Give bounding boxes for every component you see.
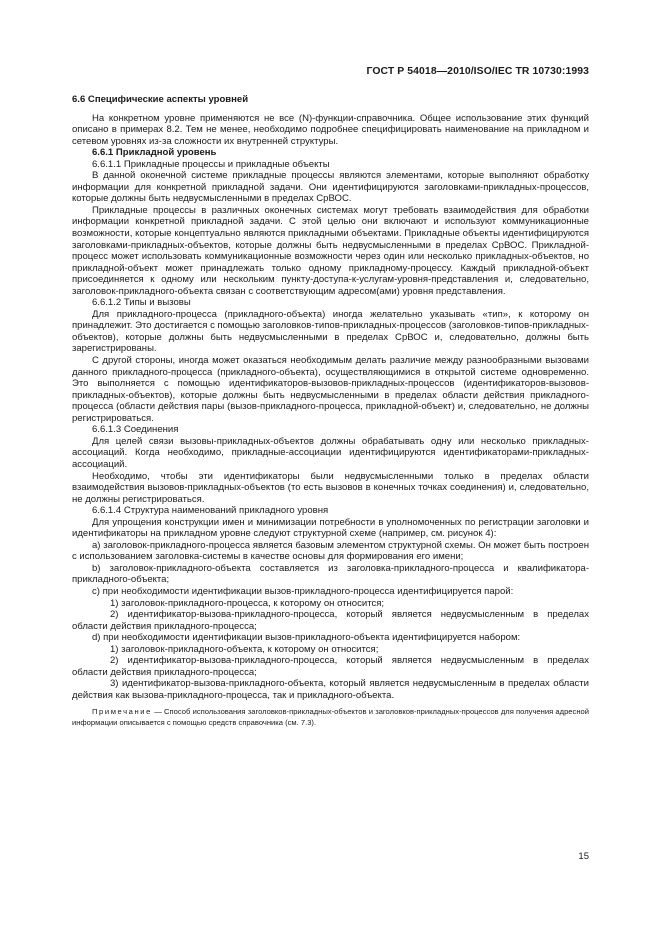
subsection-heading: 6.6.1 Прикладной уровень [92,147,217,159]
note [72,707,589,728]
list-item: с) при необходимости идентификации вызов-прикладного-процесса идентифицируется парой: [92,585,514,597]
clause-title: 6.6.1.4 Структура наименований прикладного уровня [92,505,329,517]
list-subitem: 1) заголовок-прикладного-процесса, к которому он относится; [110,597,385,609]
paragraph: Для упрощения конструкции имен и минимизации потребности в уполномоченных по регистрации заголовки и идентификаторы на прикладном уровне следуют структурной схеме (например, см. рисунок 4): [72,516,589,540]
list-subitem: 2) идентификатор-вызова-прикладного-процесса, который является недвусмысленным в пределах области действия прикладного-процесса; [72,655,589,678]
document-header: ГОСТ Р 54018—2010/ISO/IEC TR 10730:1993 [366,66,589,77]
paragraph: В данной оконечной системе прикладные процессы являются элементами, которые выполняют обработку информации для конкретной прикладной задачи. Они идентифицируются заголовками-прикладных-процессов, которые должны быть недвусмысленными в пределах СрВОС. [72,170,589,205]
note-text: — Способ использования заголовков-прикладных-объектов и заголовков-прикладных-процессов для получения адресной информации описывается с помощью средств справочника (см. 7.3). [72,707,589,727]
paragraph: Для прикладного-процесса (прикладного-объекта) иногда желательно указывать «тип», к которому он принадлежит. Это достигается с помощью заголовков-типов-прикладных-процессов (заголовков-типов-прикладных-объектов), которые должны быть недвусмысленными в пределах СрВОС и, следовательно, должны быть зарегистрированы. [72,308,589,355]
paragraph: Для целей связи вызовы-прикладных-объектов должны обрабатывать одну или несколько прикладных-ассоциаций. Когда необходимо, прикладные-ассоциации идентифицируются идентификаторами-прикладных-ассоциаций. [72,435,589,470]
clause-title: 6.6.1.2 Типы и вызовы [92,297,191,309]
clause-title: 6.6.1.1 Прикладные процессы и прикладные объекты [92,158,330,170]
list-subitem: 1) заголовок-прикладного-объекта, к которому он относится; [110,643,379,655]
list-subitem: 2) идентификатор-вызова-прикладного-процесса, который является недвусмысленным в пределах области действия прикладного-процесса; [72,609,589,632]
paragraph: Необходимо, чтобы эти идентификаторы были недвусмысленными только в пределах области взаимодействия вызовов-прикладных-объектов (то есть вызовов в конечных точках соединения) и, следовательно, не должны регистрироваться. [72,470,589,505]
list-subitem: 3) идентификатор-вызова-прикладного-объекта, который является недвусмысленным в пределах области действия как вызова-прикладного-процесса, так и прикладного-объекта. [72,678,589,701]
list-item: b) заголовок-прикладного-объекта составляется из заголовка-прикладного-процесса и квалификатора-прикладного-объекта; [72,562,589,586]
document-body [72,94,589,728]
list-item: d) при необходимости идентификации вызов-прикладного-объекта идентифицируется набором: [92,632,521,644]
note-label: Примечание [92,707,152,717]
page-number: 15 [578,851,589,862]
paragraph: С другой стороны, иногда может оказаться необходимым делать различие между разнообразными вызовами данного прикладного-процесса (прикладного-объекта), осуществляющимися в открытой системе одновременно. Это выполняется с помощью идентификаторов-вызовов-прикладных-процессов (идентификаторов-вызовов-прикладных-объектов), которые должны быть недвусмысленными в пределах области действия прикладного-процесса (области действия пары (вызов-прикладного-процесса, прикладной-объект) и, следовательно, не должны регистрироваться. [72,355,589,424]
list-item: а) заголовок-прикладного-процесса является базовым элементом структурной схемы. Он может быть построен с использованием заголовка-системы в качестве основы для формирования его имени; [72,539,589,563]
paragraph: На конкретном уровне применяются не все (N)-функции-справочника. Общее использование этих функций описано в примерах 8.2. Тем не менее, необходимо подробнее специфицировать наименование на прикладном и сетевом уровнях из-за сложности их внутренней структуры. [72,112,589,147]
section-heading: 6.6 Специфические аспекты уровней [72,94,249,105]
clause-title: 6.6.1.3 Соединения [92,424,179,436]
paragraph: Прикладные процессы в различных оконечных системах могут требовать взаимодействия для обработки информации конкретной прикладной задачи. С этой целью они включают и используют коммуникационные возможности, которые концептуально являются прикладными объектами. Прикладные объекты идентифицируются заголовками-прикладных-объектов, которые должны быть недвусмысленными в пределах СрВОС. Прикладной-процесс может использовать коммуникационные возможности через один или несколько прикладных-объектов, но прикладной-объект может принадлежать только одному прикладному-процессу. Каждый прикладной-объект присоединяется к одному или нескольким пункту-доступа-к-услугам-уровня-представления и, следовательно, заголовок-прикладного-объекта связан с соответствующим адресом(ами) уровня представления. [72,204,589,297]
